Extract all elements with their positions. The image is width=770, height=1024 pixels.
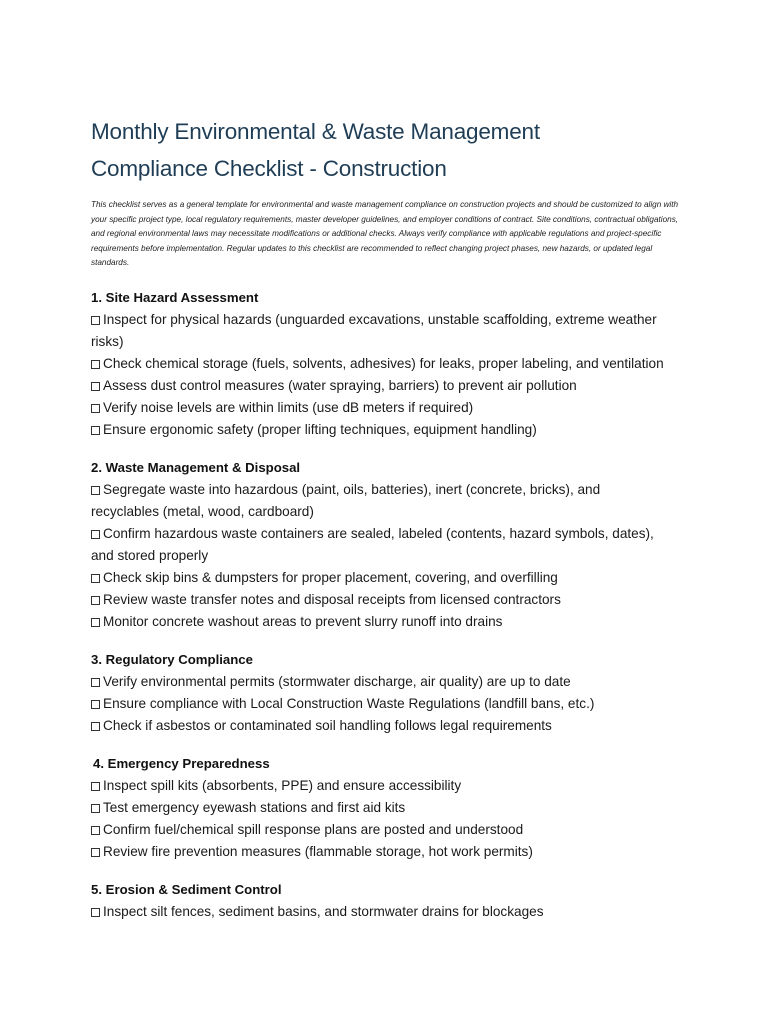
section-site-hazard-assessment [91,287,691,441]
checklist-item-text: Assess dust control measures (water spraying, barriers) to prevent air pollution [103,377,577,393]
checkbox-icon[interactable] [91,360,100,369]
checklist-item [91,715,666,737]
checklist-item [91,693,666,715]
checklist-item-text: Ensure ergonomic safety (proper lifting techniques, equipment handling) [103,421,537,437]
checklist-item-text: Check if asbestos or contaminated soil handling follows legal requirements [103,717,552,733]
checklist-item-text: Review fire prevention measures (flammable storage, hot work permits) [103,843,533,859]
checklist-item-text: Inspect spill kits (absorbents, PPE) and ensure accessibility [103,777,462,793]
checklist-item [91,309,666,353]
title-line-2: Compliance Checklist - Construction [91,156,447,181]
section-emergency-preparedness [91,753,691,863]
section-heading: 5. Erosion & Sediment Control [91,881,282,897]
checkbox-icon[interactable] [91,486,100,495]
checklist-item [91,375,666,397]
checklist-item [91,567,666,589]
section-heading: 2. Waste Management & Disposal [91,459,301,475]
checkbox-icon[interactable] [91,826,100,835]
checklist-item-text: Inspect silt fences, sediment basins, and stormwater drains for blockages [103,903,544,919]
checklist-item [91,775,666,797]
checkbox-icon[interactable] [91,596,100,605]
section-erosion-sediment-control [91,879,691,923]
checklist-item-text: Inspect for physical hazards (unguarded excavations, unstable scaffolding, extreme weather risks) [91,311,657,349]
checklist-item-text: Review waste transfer notes and disposal receipts from licensed contractors [103,591,561,607]
checklist-item [91,671,666,693]
checkbox-icon[interactable] [91,908,100,917]
checklist-item [91,419,666,441]
checklist-item [91,397,666,419]
checklist-item-text: Check chemical storage (fuels, solvents, adhesives) for leaks, proper labeling, and ventilation [103,355,664,371]
checkbox-icon[interactable] [91,574,100,583]
section-regulatory-compliance [91,649,691,737]
checkbox-icon[interactable] [91,678,100,687]
checklist-item-text: Segregate waste into hazardous (paint, oils, batteries), inert (concrete, bricks), and recyclables (metal, wood, cardboard) [91,481,601,519]
checklist-item [91,589,666,611]
checklist-item [91,819,666,841]
checkbox-icon[interactable] [91,316,100,325]
checklist-item [91,797,666,819]
section-waste-management [91,457,691,633]
checklist-item [91,523,666,567]
checkbox-icon[interactable] [91,848,100,857]
checklist-item-text: Verify noise levels are within limits (use dB meters if required) [103,399,474,415]
checkbox-icon[interactable] [91,530,100,539]
page-title [91,113,691,187]
checklist-item [91,479,666,523]
checkbox-icon[interactable] [91,426,100,435]
section-heading: 4. Emergency Preparedness [93,755,270,771]
checklist-item [91,841,666,863]
checkbox-icon[interactable] [91,382,100,391]
checklist-item-text: Check skip bins & dumpsters for proper placement, covering, and overfilling [103,569,558,585]
checklist-item [91,611,666,633]
title-line-1: Monthly Environmental & Waste Management [91,119,540,144]
checklist-item-text: Confirm fuel/chemical spill response plans are posted and understood [103,821,524,837]
checklist-item-text: Verify environmental permits (stormwater discharge, air quality) are up to date [103,673,571,689]
checklist-item-text: Ensure compliance with Local Construction Waste Regulations (landfill bans, etc.) [103,695,595,711]
checklist-item-text: Test emergency eyewash stations and first aid kits [103,799,406,815]
document-page [91,113,691,923]
checkbox-icon[interactable] [91,404,100,413]
checklist-item-text: Confirm hazardous waste containers are sealed, labeled (contents, hazard symbols, dates), and stored properly [91,525,654,563]
checklist-item [91,353,666,375]
checkbox-icon[interactable] [91,782,100,791]
checkbox-icon[interactable] [91,804,100,813]
intro-paragraph: This checklist serves as a general template for environmental and waste management compliance on construction projects and should be customized to align with your specific project type, local regulatory requirements, master developer guidelines, and employer conditions of contract. Site conditions, contractual obligations, and regional environmental laws may necessitate modifications or additional checks. Always verify compliance with applicable regulations and project-specific requirements before implementation. Regular updates to this checklist are recommended to reflect changing project phases, new hazards, or updated legal standards. [91,200,679,268]
checkbox-icon[interactable] [91,700,100,709]
section-heading: 1. Site Hazard Assessment [91,289,259,305]
section-heading: 3. Regulatory Compliance [91,651,253,667]
checklist-item [91,901,666,923]
checkbox-icon[interactable] [91,722,100,731]
checkbox-icon[interactable] [91,618,100,627]
checklist-item-text: Monitor concrete washout areas to prevent slurry runoff into drains [103,613,503,629]
